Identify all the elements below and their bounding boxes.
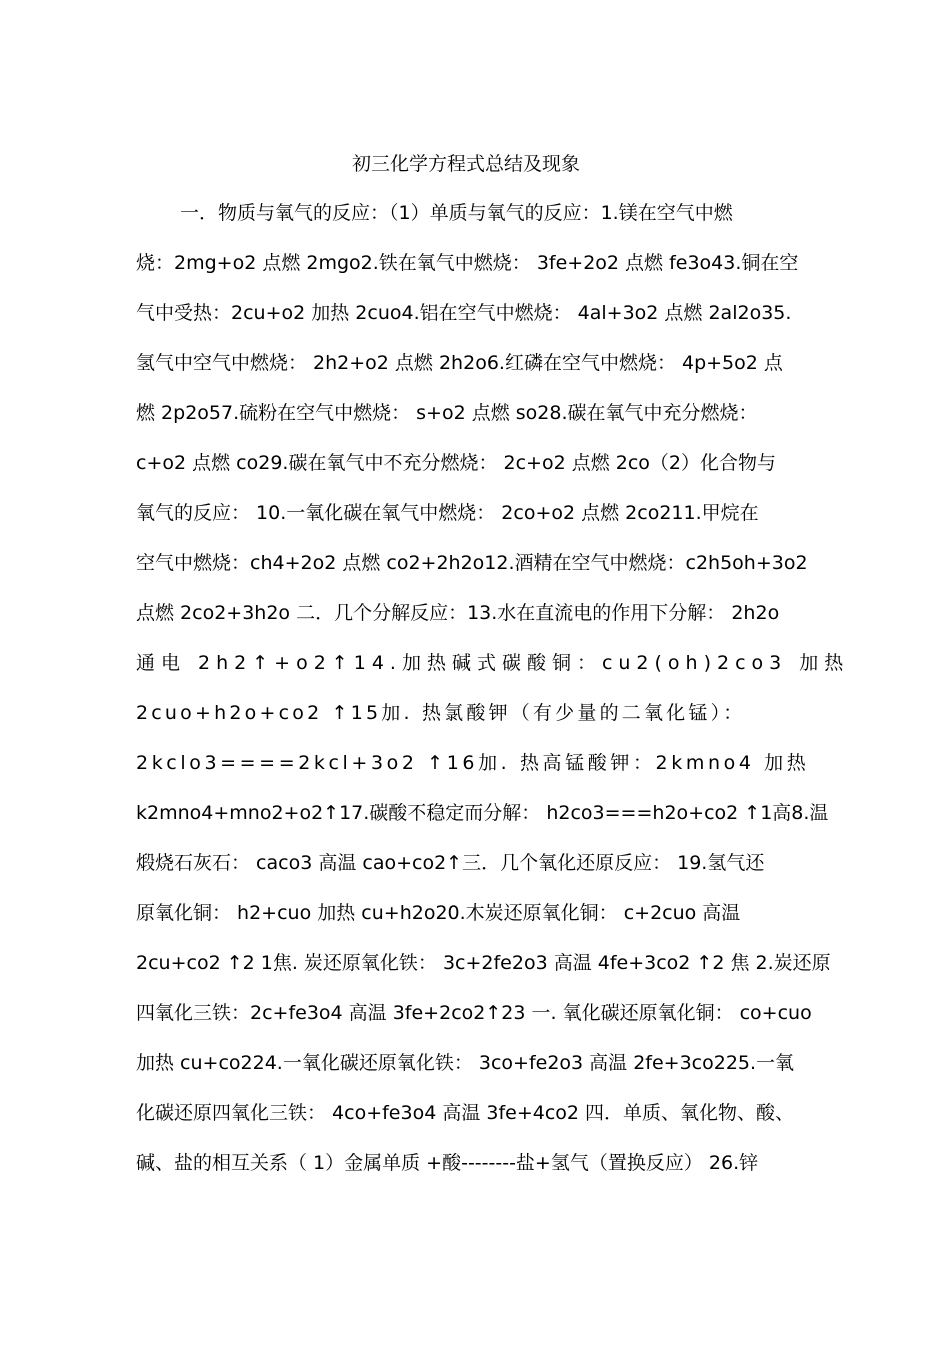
body-line: 碱、盐的相互关系（ 1）金属单质 +酸--------盐+氢气（置换反应） 26.锌 bbox=[136, 1152, 759, 1174]
body-line: 气中受热：2cu+o2 加热 2cuo4.铝在空气中燃烧： 4al+3o2 点燃 2al2o35. bbox=[136, 302, 792, 324]
body-line: 化碳还原四氧化三铁： 4co+fe3o4 高温 3fe+4co2 四．单质、氧化物、酸、 bbox=[136, 1102, 795, 1124]
body-line: 煅烧石灰石： caco3 高温 cao+co2↑三．几个氧化还原反应： 19.氢气还 bbox=[136, 852, 765, 874]
body-line: 点燃 2co2+3h2o 二．几个分解反应：13.水在直流电的作用下分解： 2h2o bbox=[136, 602, 780, 624]
body-line: 氧气的反应： 10.一氧化碳在氧气中燃烧： 2co+o2 点燃 2co211.甲烷在 bbox=[136, 502, 759, 524]
body-line: c+o2 点燃 co29.碳在氧气中不充分燃烧： 2c+o2 点燃 2co（2）化合物与 bbox=[136, 452, 776, 474]
body-line: 一．物质与氧气的反应：（1）单质与氧气的反应：1.镁在空气中燃 bbox=[180, 202, 733, 224]
document-body bbox=[136, 200, 936, 1200]
body-line: 通电 2h2↑+o2↑14.加热碱式碳酸铜：cu2(oh)2co3 加热 bbox=[136, 652, 850, 674]
body-line: 四氧化三铁：2c+fe3o4 高温 3fe+2co2↑23 一. 氧化碳还原氧化铜： co+cuo bbox=[136, 1002, 812, 1024]
body-line: k2mno4+mno2+o2↑17.碳酸不稳定而分解： h2co3===h2o+co2 ↑1高8.温 bbox=[136, 802, 829, 824]
body-line: 2cuo+h2o+co2 ↑15加. 热氯酸钾（有少量的二氧化锰）： bbox=[136, 702, 746, 724]
document-title: 初三化学方程式总结及现象 bbox=[351, 153, 580, 175]
body-line: 烧：2mg+o2 点燃 2mgo2.铁在氧气中燃烧： 3fe+2o2 点燃 fe3o43.铜在空 bbox=[136, 252, 799, 274]
body-line: 2cu+co2 ↑2 1焦. 炭还原氧化铁： 3c+2fe2o3 高温 4fe+3co2 ↑2 焦 2.炭还原 bbox=[136, 952, 831, 974]
body-line: 空气中燃烧：ch4+2o2 点燃 co2+2h2o12.酒精在空气中燃烧：c2h5oh+3o2 bbox=[136, 552, 808, 574]
body-line: 燃 2p2o57.硫粉在空气中燃烧： s+o2 点燃 so28.碳在氧气中充分燃烧： bbox=[136, 402, 758, 424]
body-line: 原氧化铜： h2+cuo 加热 cu+h2o20.木炭还原氧化铜： c+2cuo 高温 bbox=[136, 902, 741, 924]
body-line: 2kclo3====2kcl+3o2 ↑16加. 热高锰酸钾：2kmno4 加热 bbox=[136, 752, 810, 774]
body-line: 加热 cu+co224.一氧化碳还原氧化铁： 3co+fe2o3 高温 2fe+3co225.一氧 bbox=[136, 1052, 795, 1074]
body-line: 氢气中空气中燃烧： 2h2+o2 点燃 2h2o6.红磷在空气中燃烧： 4p+5o2 点 bbox=[136, 352, 783, 374]
